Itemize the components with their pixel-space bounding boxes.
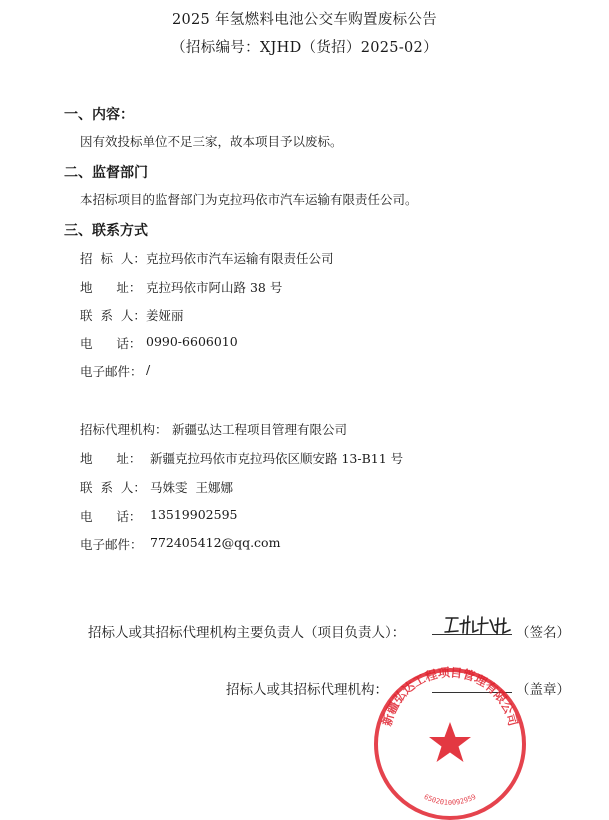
tenderer-email[interactable]: /	[146, 362, 151, 377]
tenderer-phone: 0990-6606010	[146, 334, 238, 349]
tenderer-contact: 姜娅丽	[146, 308, 184, 323]
agency-address-label: 地 址：	[80, 451, 142, 466]
agency-address: 新疆克拉玛依市克拉玛依区顺安路 13-B11 号	[150, 451, 404, 466]
agency-phone: 13519902595	[150, 507, 238, 522]
seal-number	[423, 793, 478, 807]
org-label: 招标人或其招标代理机构：	[226, 682, 388, 698]
tenderer-address-label: 地 址：	[80, 280, 142, 295]
tenderer-name: 克拉玛依市汽车运输有限责任公司	[146, 251, 334, 266]
seal-suffix: （盖章）	[516, 682, 570, 698]
agency-email[interactable]: 772405412@qq.com	[150, 535, 281, 550]
tenderer-email-label: 电子邮件：	[80, 364, 143, 379]
handwritten-signature	[440, 612, 520, 638]
seal-star	[429, 722, 471, 762]
agency-email-label: 电子邮件：	[80, 537, 143, 552]
agency-name: 新疆弘达工程项目管理有限公司	[172, 422, 348, 437]
seal-name	[379, 664, 520, 727]
responsible-label: 招标人或其招标代理机构主要负责人（项目负责人）：	[88, 625, 406, 641]
tenderer-name-label: 招 标 人：	[80, 251, 146, 266]
official-seal	[370, 660, 530, 820]
document-subtitle: （招标编号：XJHD（货招）2025-02）	[171, 40, 438, 56]
tenderer-phone-label: 电 话：	[80, 336, 142, 351]
agency-contact: 马姝雯 王娜娜	[150, 480, 233, 495]
tenderer-contact-label: 联 系 人：	[80, 308, 146, 323]
agency-phone-label: 电 话：	[80, 509, 142, 524]
seal-name-path: 新疆弘达工程项目管理有限公司	[379, 665, 521, 728]
sign-suffix: （签名）	[516, 625, 570, 641]
document-title: 2025 年氢燃料电池公交车购置废标公告	[171, 12, 437, 28]
agency-contact-label: 联 系 人：	[80, 480, 146, 495]
section-supervision-heading: 二、监督部门	[64, 165, 148, 181]
seal-number-path: 6502010092959	[422, 792, 478, 807]
tenderer-address: 克拉玛依市阿山路 38 号	[146, 280, 283, 295]
section-supervision-text: 本招标项目的监督部门为克拉玛依市汽车运输有限责任公司。	[80, 192, 418, 207]
section-content-text: 因有效投标单位不足三家，故本项目予以废标。	[80, 134, 343, 149]
section-content-heading: 一、内容：	[64, 107, 134, 123]
section-contact-heading: 三、联系方式	[64, 223, 148, 239]
agency-name-label: 招标代理机构：	[80, 422, 168, 437]
